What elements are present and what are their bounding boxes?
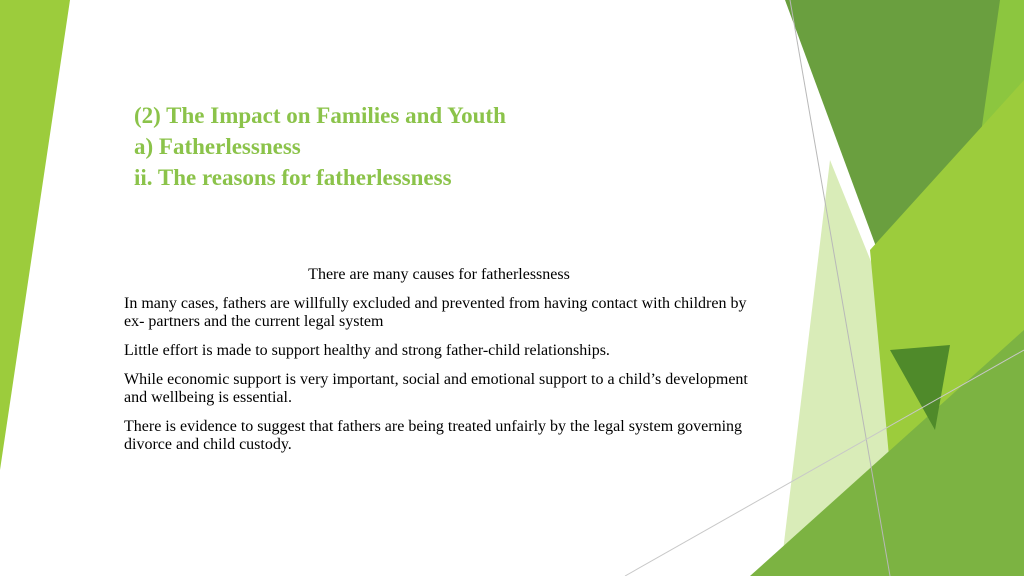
left-green-shape [0,0,70,470]
body-paragraph: In many cases, fathers are willfully excluded and prevented from having contact with children by ex- partners and the current legal system [124,295,747,330]
body-paragraph: Little effort is made to support healthy and strong father-child relationships. [124,342,610,359]
slide-body [124,266,754,465]
title-line: a) Fatherlessness [134,134,301,159]
body-paragraph: While economic support is very important, social and emotional support to a child’s development and wellbeing is essential. [124,371,748,406]
title-line: (2) The Impact on Families and Youth [134,103,506,128]
intro-line: There are many causes for fatherlessness [308,266,570,283]
body-paragraph: There is evidence to suggest that fathers are being treated unfairly by the legal system governing divorce and child custody. [124,418,743,453]
title-line: ii. The reasons for fatherlessness [134,165,452,190]
slide-title [134,100,754,193]
